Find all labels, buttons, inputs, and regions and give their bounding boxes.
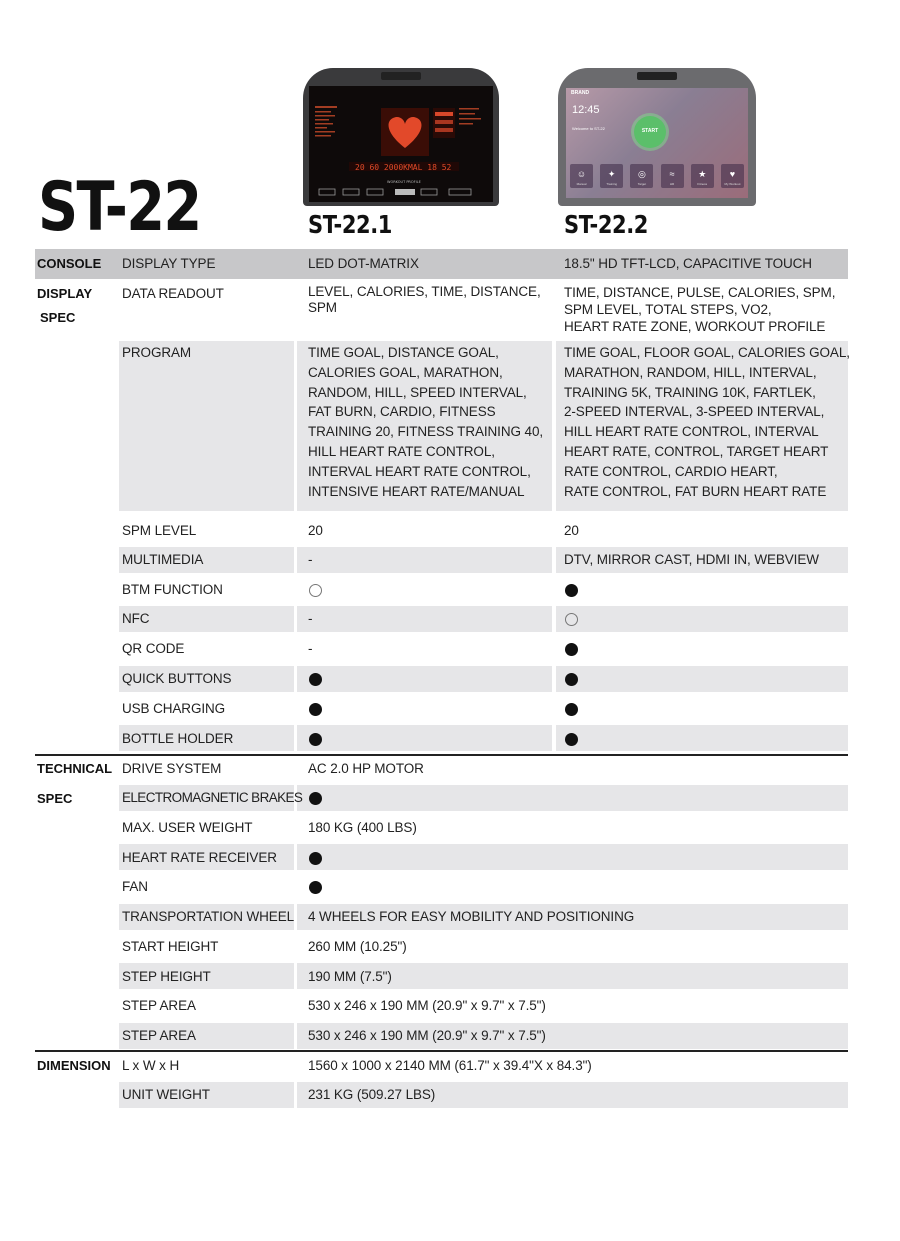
console-b-time: 12:45 [572, 104, 600, 116]
row-label-display-type: DISPLAY TYPE [122, 256, 216, 271]
row-label-unit-weight: UNIT WEIGHT [122, 1087, 210, 1102]
console-a-profile-label: WORKOUT PROFILE [387, 180, 421, 184]
nfc-st22-2-optional-icon [565, 613, 578, 626]
spm-level-st22-2: 20 [564, 523, 579, 538]
row-label-transportation-wheel: TRANSPORTATION WHEEL [122, 909, 295, 924]
nfc-st22-1: - [308, 611, 313, 626]
row-label-nfc: NFC [122, 611, 150, 626]
console-b-start: START [641, 128, 659, 134]
row-label-heart-rate-receiver: HEART RATE RECEIVER [122, 850, 277, 865]
console-b-brand: BRAND [571, 90, 590, 96]
program-st22-1: TIME GOAL, DISTANCE GOAL, CALORIES GOAL, MARATHON, RANDOM, HILL, SPEED INTERVAL, FAT BURN, CARDIO, FITNESS TRAINING 20, FITNESS TRAINING 40, HILL HEART RATE CONTROL, INTERVAL HEART RATE CONTROL, INTENSIVE HEART RATE/MANUAL [308, 345, 544, 499]
row-label-program: PROGRAM [122, 345, 192, 360]
multimedia-st22-1: - [308, 552, 313, 567]
usb-st22-1-standard-icon [309, 703, 322, 716]
display-type-st22-2: 18.5" HD TFT-LCD, CAPACITIVE TOUCH [564, 256, 812, 271]
row-label-start-height: START HEIGHT [122, 939, 219, 954]
step-height-value: 190 MM (7.5") [308, 969, 392, 984]
fan-standard-icon [309, 881, 322, 894]
category-display-spec: SPEC [40, 310, 76, 325]
quick-buttons-st22-2-standard-icon [565, 673, 578, 686]
console-b-welcome: Welcome to ST-22 [572, 126, 605, 131]
category-technical-spec: SPEC [37, 791, 73, 806]
btm-st22-2-standard-icon [565, 584, 578, 597]
max-user-weight-value: 180 KG (400 LBS) [308, 820, 417, 835]
row-label-quick-buttons: QUICK BUTTONS [122, 671, 232, 686]
btm-st22-1-optional-icon [309, 584, 322, 597]
row-label-step-area: STEP AREA [122, 998, 196, 1013]
qr-code-st22-2-standard-icon [565, 643, 578, 656]
row-label-data-readout: DATA READOUT [122, 286, 224, 301]
display-type-st22-1: LED DOT-MATRIX [308, 256, 419, 271]
category-display: DISPLAY [37, 286, 93, 301]
model-st22-2-label: ST-22.2 [564, 210, 648, 239]
console-image-st22-1 [303, 68, 499, 206]
console-start-button [634, 116, 666, 148]
category-console: CONSOLE [37, 256, 102, 271]
data-readout-st22-2: TIME, DISTANCE, PULSE, CALORIES, SPM, SPM LEVEL, TOTAL STEPS, VO2, HEART RATE ZONE, WORKOUT PROFILE [564, 285, 836, 334]
bottle-st22-1-standard-icon [309, 733, 322, 746]
section-divider [35, 1050, 848, 1052]
row-label-spm-level: SPM LEVEL [122, 523, 197, 538]
usb-st22-2-standard-icon [565, 703, 578, 716]
unit-weight-value: 231 KG (509.27 LBS) [308, 1087, 436, 1102]
transportation-wheel-value: 4 WHEELS FOR EASY MOBILITY AND POSITIONING [308, 909, 635, 924]
console-b-icon-my-workout: ♥ My Workout [721, 164, 744, 188]
spm-level-st22-1: 20 [308, 523, 323, 538]
qr-code-st22-1: - [308, 641, 313, 656]
console-b-icon-target: ◎ Target [630, 164, 653, 188]
row-label-max-user-weight: MAX. USER WEIGHT [122, 820, 253, 835]
bottle-st22-2-standard-icon [565, 733, 578, 746]
row-label-step-height: STEP HEIGHT [122, 969, 211, 984]
hr-receiver-standard-icon [309, 852, 322, 865]
brakes-standard-icon [309, 792, 322, 805]
row-label-lwh: L x W x H [122, 1058, 180, 1073]
category-dimension: DIMENSION [37, 1058, 111, 1073]
program-st22-2: TIME GOAL, FLOOR GOAL, CALORIES GOAL, MARATHON, RANDOM, HILL, INTERVAL, TRAINING 5K, TRAINING 10K, FARTLEK, 2-SPEED INTERVAL, 3-SPEED INTERVAL, HILL HEART RATE CONTROL, INTERVAL HEART RATE, CONTROL, TARGET HEART RATE CONTROL, CARDIO HEART, RATE CONTROL, FAT BURN HEART RATE [564, 345, 850, 499]
console-a-readout: 20 60 2000KMAL 18 52 [355, 163, 452, 172]
section-divider [35, 754, 848, 756]
row-label-drive-system: DRIVE SYSTEM [122, 761, 222, 776]
drive-system-value: AC 2.0 HP MOTOR [308, 761, 424, 776]
data-readout-st22-1: LEVEL, CALORIES, TIME, DISTANCE, SPM [308, 284, 541, 315]
console-b-icon-fitness: ★ Fitness [691, 164, 714, 188]
row-label-electromagnetic-brakes: ELECTROMAGNETIC BRAKES [122, 790, 303, 805]
model-st22-1-label: ST-22.1 [308, 210, 392, 239]
row-label-usb-charging: USB CHARGING [122, 701, 226, 716]
category-technical: TECHNICAL [37, 761, 113, 776]
page-title: ST-22 [38, 168, 201, 247]
row-label-step-area-2: STEP AREA [122, 1028, 196, 1043]
row-label-fan: FAN [122, 879, 148, 894]
lwh-value: 1560 x 1000 x 2140 MM (61.7" x 39.4"X x 84.3") [308, 1058, 592, 1073]
start-height-value: 260 MM (10.25") [308, 939, 407, 954]
row-label-bottle-holder: BOTTLE HOLDER [122, 731, 234, 746]
row-label-btm-function: BTM FUNCTION [122, 582, 223, 597]
quick-buttons-st22-1-standard-icon [309, 673, 322, 686]
multimedia-st22-2: DTV, MIRROR CAST, HDMI IN, WEBVIEW [564, 552, 819, 567]
console-b-icon-manual: ☺ Manual [570, 164, 593, 188]
console-b-icon-hr: ≈ HR [661, 164, 684, 188]
step-area-value-2: 530 x 246 x 190 MM (20.9" x 9.7" x 7.5") [308, 1028, 546, 1043]
console-image-st22-2 [558, 68, 756, 206]
step-area-value: 530 x 246 x 190 MM (20.9" x 9.7" x 7.5") [308, 998, 546, 1013]
row-label-multimedia: MULTIMEDIA [122, 552, 204, 567]
row-label-qr-code: QR CODE [122, 641, 185, 656]
console-b-icon-training: ✦ Training [600, 164, 623, 188]
